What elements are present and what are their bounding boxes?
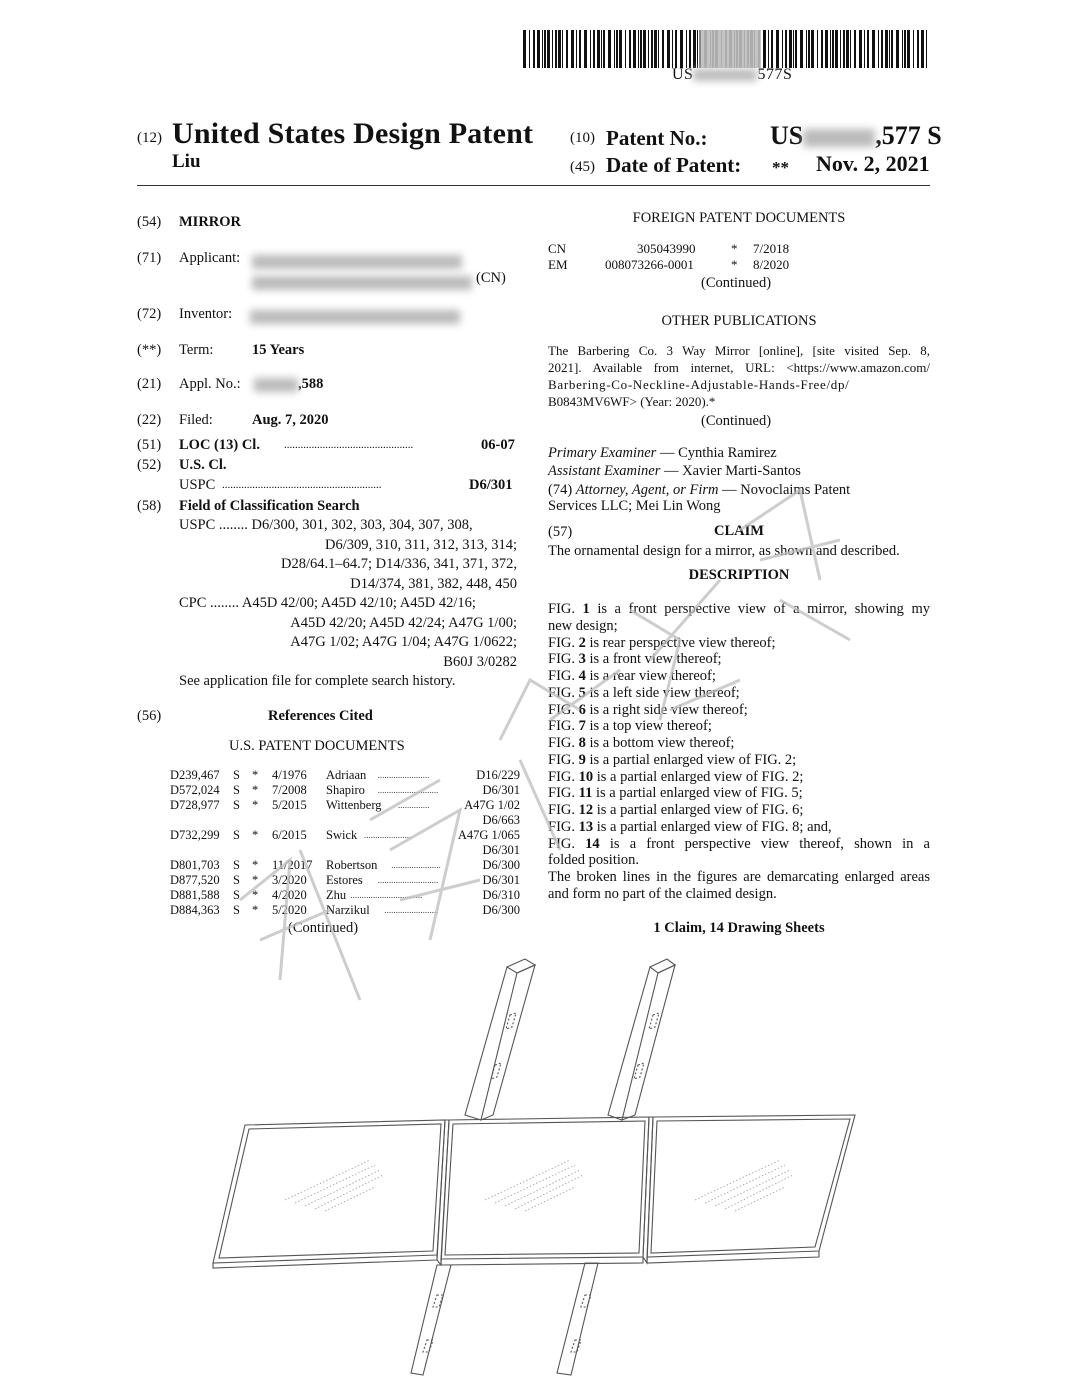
barcode-bar	[921, 30, 924, 68]
ref-date: 11/2017	[272, 858, 313, 872]
figure-description	[548, 635, 930, 652]
fig-prefix: FIG.	[548, 601, 583, 617]
fig-text: is a partial enlarged view of FIG. 8; and,	[593, 818, 832, 835]
claims-summary: 1 Claim, 14 Drawing Sheets	[653, 920, 825, 936]
barcode-bar	[859, 30, 862, 68]
barcode-bar	[638, 30, 639, 68]
fig-number: 14	[585, 835, 600, 852]
mirror-drawing	[205, 955, 875, 1385]
ref-star: *	[252, 768, 259, 782]
fig-text: folded position.	[548, 852, 640, 869]
barcode-bar	[699, 30, 701, 68]
fig-text: is a partial enlarged view of FIG. 5;	[592, 785, 803, 802]
foreign-country: EM	[548, 257, 568, 272]
figure-description	[548, 702, 930, 719]
foreign-date: 8/2020	[753, 257, 790, 272]
code-56: (56)	[137, 708, 162, 724]
ref-date: 4/2020	[272, 888, 307, 902]
barcode-bar	[542, 30, 543, 68]
ref-star: *	[252, 858, 259, 872]
uspc-label: USPC	[179, 477, 216, 493]
patent-no: US ,577 S	[770, 121, 942, 150]
barcode-redaction	[701, 30, 761, 68]
fig-prefix: FIG.	[548, 651, 579, 668]
claim-title: CLAIM	[714, 523, 764, 539]
barcode-bar	[768, 30, 769, 68]
ref-number: D572,024	[170, 783, 220, 797]
barcode-bar	[593, 30, 595, 68]
inventor-redacted	[250, 307, 460, 325]
ref-date: 3/2020	[272, 873, 307, 887]
fig-prefix: FIG.	[548, 835, 586, 852]
barcode-bar	[763, 30, 766, 68]
barcode-bar	[832, 30, 834, 68]
code-71: (71)	[137, 250, 162, 266]
barcode-bar	[608, 30, 611, 68]
ref-name: Shapiro	[326, 783, 365, 797]
ref-number: D239,467	[170, 768, 220, 782]
figure-description	[548, 836, 930, 853]
assistant-examiner: Assistant Examiner — Xavier Marti-Santos	[548, 463, 801, 479]
desc-title: DESCRIPTION	[688, 567, 790, 583]
fig-prefix: FIG.	[548, 802, 579, 818]
uspc-dots: ..........................................................	[222, 479, 382, 491]
barcode-bar	[555, 30, 557, 68]
fig-text: is a rear view thereof;	[585, 668, 716, 684]
ref-name: Wittenberg	[326, 798, 382, 812]
fig-prefix: FIG.	[548, 718, 579, 735]
ref-date: 4/1976	[272, 768, 307, 782]
fig-number: 11	[578, 785, 593, 802]
barcode-bar	[825, 30, 828, 68]
uspc-search-line: D6/309, 310, 311, 312, 313, 314;	[325, 536, 517, 553]
ref-name: Narzikul	[326, 903, 370, 917]
ref-name: Swick	[326, 828, 358, 842]
fig-text: is a partial enlarged view of FIG. 2;	[585, 751, 797, 768]
code-58: (58)	[137, 498, 162, 514]
barcode-bar	[643, 30, 646, 68]
ref-dots: ...........................	[377, 785, 439, 795]
figure-description	[548, 802, 930, 819]
fig-prefix: FIG.	[548, 785, 579, 802]
ref-class: D16/229	[476, 768, 520, 782]
barcode-bar	[917, 30, 919, 68]
refs-title: References Cited	[268, 708, 373, 724]
ref-dots: .....................	[364, 830, 412, 840]
ref-date: 5/2015	[272, 798, 307, 812]
refs-continued: (Continued)	[288, 920, 359, 936]
ref-class: A47G 1/065	[457, 828, 520, 842]
barcode-bar	[806, 30, 807, 68]
barcode-bar	[584, 30, 587, 68]
attorney-line2: Services LLC; Mei Lin Wong	[548, 498, 721, 514]
term-value: 15 Years	[252, 342, 305, 358]
other-title: OTHER PUBLICATIONS	[661, 313, 817, 329]
code-51: (51)	[137, 437, 162, 453]
ref-number: D877,520	[170, 873, 220, 887]
ref-name: Adriaan	[326, 768, 367, 782]
other-continued: (Continued)	[701, 413, 772, 429]
ref-name: Zhu	[326, 888, 347, 902]
barcode-bar	[891, 30, 893, 68]
ref-dots: ......................	[391, 860, 441, 870]
barcode-bar	[793, 30, 794, 68]
uspc-search-line: D14/374, 381, 382, 448, 450	[350, 575, 517, 592]
ref-number: D801,703	[170, 858, 220, 872]
field-label: Field of Classification Search	[179, 498, 360, 514]
date-value: Nov. 2, 2021	[816, 151, 930, 176]
barcode-bar	[854, 30, 856, 68]
barcode-number: US 577S	[672, 66, 793, 83]
broken-lines-note: The broken lines in the figures are demarcating enlarged areas and form no part of the claimed design.	[548, 869, 930, 902]
foreign-title: FOREIGN PATENT DOCUMENTS	[632, 210, 846, 226]
barcode-bar	[672, 30, 673, 68]
barcode-bar	[785, 30, 787, 68]
barcode-bar	[576, 30, 577, 68]
cpc-line: A47G 1/02; A47G 1/04; A47G 1/0622;	[290, 634, 517, 650]
ref-class: D6/301	[482, 783, 520, 797]
foreign-no: 008073266-0001	[605, 257, 694, 272]
barcode-bar	[625, 30, 626, 68]
ref-star: *	[252, 783, 259, 797]
barcode-bar	[603, 30, 605, 68]
fig-prefix: FIG.	[548, 735, 579, 751]
foreign-country: CN	[548, 241, 567, 256]
code-72: (72)	[137, 306, 162, 322]
code-21: (21)	[137, 376, 162, 392]
ref-number: D881,588	[170, 888, 220, 902]
ref-kind: S	[233, 828, 240, 842]
barcode-bar	[889, 30, 890, 68]
fig-number: 7	[578, 718, 586, 735]
foreign-no: 305043990	[637, 241, 696, 256]
applicant-country: (CN)	[476, 270, 506, 286]
code-22: (22)	[137, 412, 162, 428]
cpc-line: CPC ........ A45D 42/00; A45D 42/10; A45D 42/16;	[179, 595, 476, 611]
other-line: The Barbering Co. 3 Way Mirror [online], [site visited Sep. 8,	[548, 343, 930, 358]
fig-prefix: FIG.	[548, 634, 579, 651]
figure-description	[548, 735, 930, 752]
figure-description	[548, 769, 930, 786]
barcode-bar	[789, 30, 792, 68]
barcode-bar	[552, 30, 553, 68]
barcode-bar	[640, 30, 642, 68]
foreign-star: *	[731, 241, 738, 256]
code-54: (54)	[137, 214, 162, 230]
barcode-bar	[907, 30, 910, 68]
barcode-bar	[795, 30, 797, 68]
kind-code-12: (12)	[137, 130, 162, 146]
ref-dots: .......................	[377, 770, 430, 780]
ref-kind: S	[233, 888, 240, 902]
fig-prefix: FIG.	[548, 668, 579, 684]
barcode-bar	[597, 30, 600, 68]
code-term: (**)	[137, 342, 162, 358]
cpc-line: B60J 3/0282	[443, 653, 517, 670]
ref-kind: S	[233, 798, 240, 812]
date-label: Date of Patent:	[606, 153, 742, 177]
fig-text: is a partial enlarged view of FIG. 2;	[593, 768, 804, 785]
fig-number: 8	[578, 735, 586, 751]
fig-prefix: FIG.	[548, 701, 579, 718]
barcode-bar	[846, 30, 849, 68]
barcode-bar	[629, 30, 631, 68]
figure-description	[548, 819, 930, 836]
ref-date: 6/2015	[272, 828, 307, 842]
fig-number: 5	[578, 684, 586, 701]
fig-number: 2	[578, 634, 586, 651]
barcode-bar	[537, 30, 540, 68]
figure-description	[548, 685, 930, 702]
cpc-search	[179, 594, 517, 672]
fig-text: is a bottom view thereof;	[585, 735, 735, 751]
ref-kind: S	[233, 858, 240, 872]
figure-description	[548, 601, 930, 618]
fig-text: is a partial enlarged view of FIG. 6;	[593, 802, 804, 818]
ref-class: A47G 1/02	[464, 798, 520, 812]
foreign-date: 7/2018	[753, 241, 790, 256]
ref-dots: ................................	[350, 890, 423, 900]
ref-star: *	[252, 888, 259, 902]
ref-class: D6/300	[482, 858, 520, 872]
barcode-bar	[533, 30, 535, 68]
other-line: 2021]. Available from internet, URL: <https://www.amazon.com/	[548, 360, 930, 375]
barcode-bar	[579, 30, 581, 68]
code-57: (57)	[548, 524, 573, 540]
ref-number: D884,363	[170, 903, 220, 917]
fig-text: is a left side view thereof;	[585, 684, 740, 701]
ref-dots: ...........................	[377, 875, 439, 885]
ref-name: Estores	[326, 873, 363, 887]
ref-kind: S	[233, 873, 240, 887]
barcode-bar	[571, 30, 574, 68]
code-10: (10)	[570, 130, 595, 146]
cpc-line: A45D 42/20; A45D 42/24; A47G 1/00;	[290, 614, 517, 631]
date-mark: **	[772, 158, 789, 177]
other-line: B0843MV6WF> (Year: 2020).*	[548, 394, 716, 409]
figure-description	[548, 718, 930, 735]
fig-prefix: FIG.	[548, 684, 579, 701]
foreign-star: *	[731, 257, 738, 272]
fig-number: 6	[578, 701, 586, 718]
fig-text: is a front perspective view of a mirror, showing my	[589, 601, 930, 617]
ref-star: *	[252, 828, 259, 842]
fig-number: 4	[578, 668, 586, 684]
fig-number: 13	[578, 818, 594, 835]
barcode-bar	[776, 30, 779, 68]
barcode-bar	[811, 30, 814, 68]
barcode-bar	[840, 30, 841, 68]
fig-text: is a front view thereof;	[585, 651, 722, 668]
ref-class: D6/310	[482, 888, 520, 902]
ref-star: *	[252, 873, 259, 887]
barcode-bar	[872, 30, 875, 68]
uscl-label: U.S. Cl.	[179, 457, 227, 473]
ref-class-2: D6/301	[482, 843, 520, 857]
barcode-bar	[616, 30, 618, 68]
barcode-bar	[913, 30, 914, 68]
loc-label: LOC (13) Cl.	[179, 437, 260, 453]
ref-dots: ........................	[384, 905, 439, 915]
ref-number: D732,299	[170, 828, 220, 842]
code-45: (45)	[570, 159, 595, 175]
barcode-bar	[835, 30, 838, 68]
barcode-bar	[697, 30, 698, 68]
claim-text: The ornamental design for a mirror, as shown and described.	[548, 543, 900, 559]
barcode-bar	[782, 30, 783, 68]
ref-kind: S	[233, 903, 240, 917]
barcode-bar	[523, 30, 526, 68]
loc-dots: ...............................................	[284, 439, 414, 451]
barcode-bar	[601, 30, 602, 68]
barcode-bar	[667, 30, 670, 68]
ref-class: D6/300	[482, 903, 520, 917]
barcode-bar	[808, 30, 810, 68]
title: MIRROR	[179, 214, 242, 230]
fig-number: 12	[578, 802, 594, 818]
figure-description	[548, 852, 930, 869]
barcode-bar	[821, 30, 823, 68]
barcode-bar	[878, 30, 879, 68]
ref-date: 5/2020	[272, 903, 307, 917]
barcode	[523, 30, 933, 68]
fig-text: is rear perspective view thereof;	[585, 634, 776, 651]
barcode-bar	[619, 30, 622, 68]
barcode-bar	[830, 30, 831, 68]
barcode-bar	[800, 30, 803, 68]
uspc-value: D6/301	[469, 477, 513, 493]
uspc-search	[179, 516, 517, 594]
ref-kind: S	[233, 768, 240, 782]
fig-number: 10	[578, 768, 594, 785]
barcode-bar	[558, 30, 561, 68]
barcode-bar	[867, 30, 869, 68]
filed-value: Aug. 7, 2020	[252, 412, 329, 428]
barcode-bar	[544, 30, 546, 68]
figure-description	[548, 618, 930, 635]
barcode-bar	[654, 30, 657, 68]
ref-number: D728,977	[170, 798, 220, 812]
barcode-bar	[850, 30, 851, 68]
foreign-continued: (Continued)	[701, 275, 772, 291]
ref-class-2: D6/663	[482, 813, 520, 827]
fig-text: is a right side view thereof;	[585, 701, 748, 718]
barcode-bar	[680, 30, 683, 68]
loc-value: 06-07	[481, 437, 515, 453]
fig-text: is a top view thereof;	[585, 718, 712, 735]
barcode-bar	[686, 30, 687, 68]
barcode-bar	[614, 30, 615, 68]
barcode-bar	[693, 30, 696, 68]
uspc-search-line: USPC ........ D6/300, 301, 302, 303, 304, 307, 308,	[179, 517, 473, 533]
barcode-bar	[662, 30, 664, 68]
ref-class: D6/301	[482, 873, 520, 887]
header-rule	[137, 185, 930, 186]
barcode-bar	[771, 30, 773, 68]
barcode-bar	[547, 30, 550, 68]
barcode-bar	[651, 30, 653, 68]
ref-star: *	[252, 798, 259, 812]
inventor-label: Inventor:	[179, 306, 233, 322]
ref-star: *	[252, 903, 259, 917]
barcode-bar	[926, 30, 927, 68]
term-label: Term:	[179, 342, 214, 358]
attorney: (74) Attorney, Agent, or Firm — Novoclaims Patent	[548, 482, 851, 498]
doc-type: United States Design Patent	[172, 117, 534, 150]
ref-dots: ..............	[398, 800, 430, 810]
barcode-bar	[562, 30, 563, 68]
figure-description	[548, 785, 930, 802]
fig-number: 1	[582, 601, 590, 617]
barcode-bar	[904, 30, 906, 68]
barcode-bar	[648, 30, 649, 68]
applicant-redacted	[252, 252, 472, 290]
applicant-label: Applicant:	[179, 250, 241, 266]
fig-text: is a front perspective view thereof, shown in a	[599, 835, 930, 852]
fig-prefix: FIG.	[548, 818, 579, 835]
barcode-bar	[896, 30, 899, 68]
barcode-bar	[843, 30, 845, 68]
fig-number: 9	[578, 751, 586, 768]
appl-label: Appl. No.:	[179, 376, 241, 392]
barcode-bar	[885, 30, 888, 68]
other-line: Barbering-Co-Neckline-Adjustable-Hands-Free/dp/	[548, 377, 850, 392]
primary-examiner: Primary Examiner — Cynthia Ramirez	[548, 445, 777, 461]
barcode-bar	[817, 30, 818, 68]
barcode-bar	[675, 30, 677, 68]
filed-label: Filed:	[179, 412, 213, 428]
fig-prefix: FIG.	[548, 751, 579, 768]
figure-description	[548, 752, 930, 769]
ref-name: Robertson	[326, 858, 378, 872]
code-52: (52)	[137, 457, 162, 473]
uspc-search-line: D28/64.1–64.7; D14/336, 341, 371, 372,	[280, 556, 517, 572]
appl-no: ,588	[254, 375, 323, 393]
barcode-bar	[566, 30, 568, 68]
figure-description	[548, 668, 930, 685]
figure-description	[548, 651, 930, 668]
see-application: See application file for complete search history.	[179, 673, 456, 689]
barcode-bar	[590, 30, 591, 68]
barcode-bar	[689, 30, 691, 68]
ref-kind: S	[233, 783, 240, 797]
fig-text: new design;	[548, 617, 618, 634]
barcode-bar	[529, 30, 530, 68]
us-docs-title: U.S. PATENT DOCUMENTS	[229, 738, 405, 754]
barcode-bar	[902, 30, 903, 68]
barcode-bar	[881, 30, 883, 68]
inventor-short: Liu	[172, 151, 201, 172]
barcode-bar	[658, 30, 659, 68]
ref-date: 7/2008	[272, 783, 307, 797]
fig-prefix: FIG.	[548, 768, 579, 785]
barcode-bar	[864, 30, 865, 68]
other-publication	[548, 342, 930, 410]
patent-no-label: Patent No.:	[606, 126, 708, 150]
fig-number: 3	[578, 651, 586, 668]
barcode-bar	[633, 30, 636, 68]
